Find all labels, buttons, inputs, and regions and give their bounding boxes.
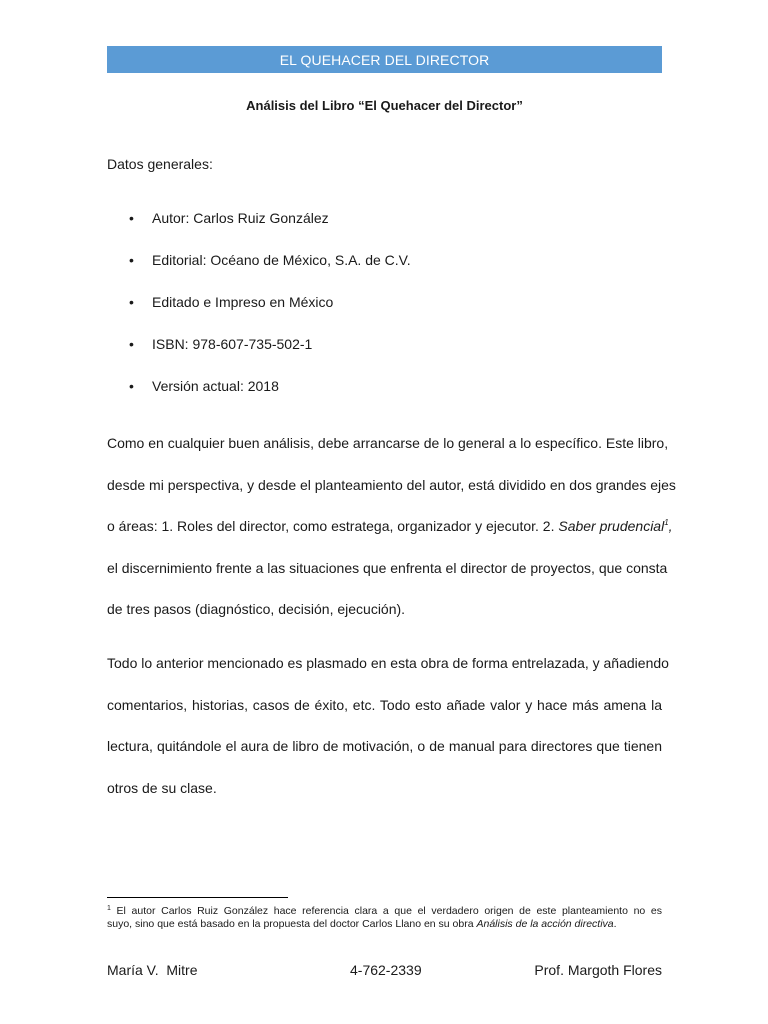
list-item-text: ISBN: 978-607-735-502-1 [152, 336, 313, 352]
footnote-reference[interactable]: 1 [664, 518, 669, 527]
bullet-icon: • [129, 210, 134, 226]
paragraph-line: desde mi perspectiva, y desde el planteamiento del autor, está dividido en dos grandes ejes [107, 476, 676, 493]
footer-professor: Prof. Margoth Flores [534, 962, 662, 978]
paragraph-line: otros de su clase. [107, 779, 217, 796]
document-title: Análisis del Libro “El Quehacer del Director” [246, 98, 523, 113]
bullet-icon: • [129, 294, 134, 310]
bullet-icon: • [129, 336, 134, 352]
paragraph-line: el discernimiento frente a las situaciones que enfrenta el director de proyectos, que consta [107, 559, 668, 576]
paragraph-text: , [668, 518, 673, 534]
bullet-icon: • [129, 252, 134, 268]
list-item-text: Editado e Impreso en México [152, 294, 334, 310]
paragraph-line: de tres pasos (diagnóstico, decisión, ejecución). [107, 601, 406, 617]
list-item-text: Versión actual: 2018 [152, 378, 279, 394]
section-label: Datos generales: [107, 156, 213, 172]
paragraph-commentary [107, 643, 669, 809]
footnote-line [107, 918, 662, 931]
footnote-text: . [613, 918, 617, 930]
paragraph-line: lectura, quitándole el aura de libro de motivación, o de manual para directores que tienen [107, 738, 662, 754]
footer-id: 4-762-2339 [350, 962, 422, 978]
list-item [107, 292, 662, 334]
paragraph-line: Como en cualquier buen análisis, debe arrancarse de lo general a lo específico. Este libro, [107, 435, 669, 451]
list-item-text: Autor: Carlos Ruiz González [152, 210, 329, 226]
footnote-work-title: Análisis de la acción directiva [476, 918, 614, 930]
list-item [107, 376, 662, 418]
list-item [107, 334, 662, 376]
general-data-list [107, 208, 662, 418]
paragraph-line [107, 506, 673, 548]
footer-author: María V. Mitre [107, 962, 198, 978]
italic-term: Saber prudencial [558, 518, 665, 534]
bullet-icon: • [129, 378, 134, 394]
header-bar [107, 46, 662, 73]
paragraph-analysis [107, 423, 676, 631]
footnote-separator [107, 897, 288, 898]
footnote-text: suyo, sino que está basado en la propuesta del doctor Carlos Llano en su obra [107, 918, 477, 930]
list-item [107, 250, 662, 292]
paragraph-text: o áreas: 1. Roles del director, como estratega, organizador y ejecutor. 2. [107, 518, 559, 534]
list-item [107, 208, 662, 250]
paragraph-line: Todo lo anterior mencionado es plasmado en esta obra de forma entrelazada, y añadiendo [107, 655, 669, 671]
footnote [107, 905, 662, 931]
footnote-marker: 1 [107, 905, 111, 912]
page-footer [107, 960, 662, 980]
paragraph-line: comentarios, historias, casos de éxito, etc. Todo esto añade valor y hace más amena la [107, 696, 662, 713]
footnote-text: El autor Carlos Ruiz González hace referencia clara a que el verdadero origen de este planteamiento no es [110, 905, 662, 917]
footnote-line [107, 905, 662, 918]
list-item-text: Editorial: Océano de México, S.A. de C.V. [152, 252, 411, 268]
header-title: EL QUEHACER DEL DIRECTOR [279, 51, 490, 68]
